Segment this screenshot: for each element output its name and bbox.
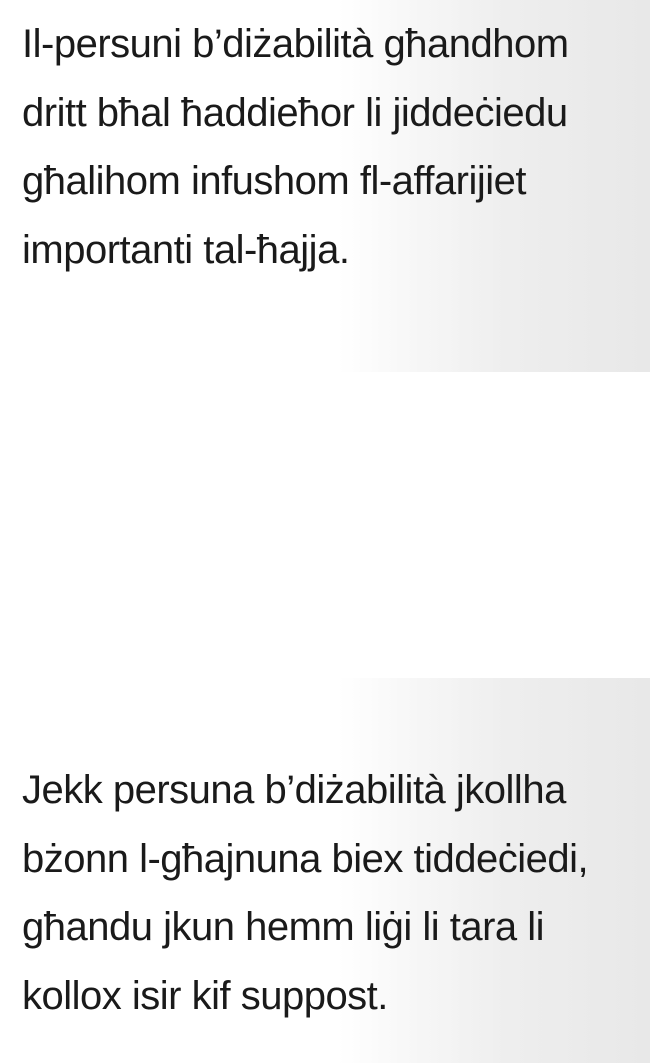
paragraph-line: dritt bħal ħaddieħor li jiddeċiedu [22,90,568,135]
paragraph-support [22,756,642,1030]
paragraph-line: bżonn l-għajnuna biex tiddeċiedi, [22,836,589,881]
paragraph-line: għalihom infushom fl-affarijiet [22,159,527,203]
paragraph-line: kollox isir kif suppost. [22,973,388,1018]
paragraph-line: Jekk persuna b’diżabilità jkollha [22,768,566,812]
white-gap [0,372,650,678]
paragraph-line: importanti tal-ħajja. [22,227,350,272]
paragraph-line: għandu jkun hemm liġi li tara li [22,905,545,949]
paragraph-line: Il-persuni b’diżabilità għandhom [22,22,569,66]
paragraph-rights [22,10,642,284]
